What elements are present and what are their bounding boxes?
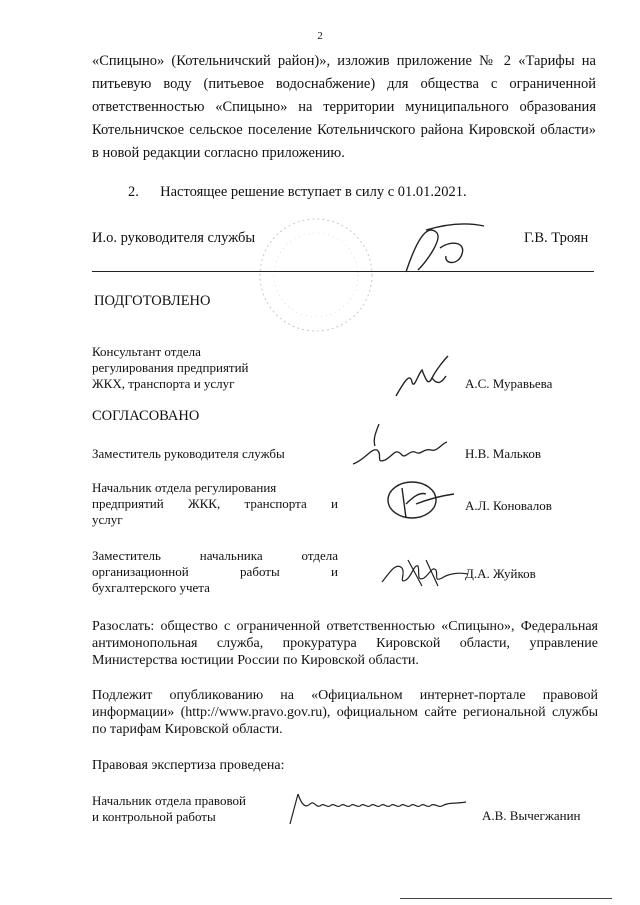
agreed-position-3 (92, 548, 338, 596)
prepared-position-line: ЖКХ, транспорта и услуг (92, 376, 235, 391)
signatory-name: Г.В. Троян (524, 230, 589, 246)
footer-line (400, 898, 612, 899)
legal-review-position (92, 793, 246, 825)
prepared-heading: ПОДГОТОВЛЕНО (94, 293, 211, 309)
agreed-heading: СОГЛАСОВАНО (92, 408, 200, 424)
publication-text: Подлежит опубликованию на «Официальном интернет-портале правовой информации» (http://www.pravo.gov.ru), официальном сайте региональной службы по тарифам Кировской области. (92, 688, 598, 737)
agreed-position-line: Начальник отдела регулирования (92, 480, 277, 495)
signature-vychegzhanin (284, 786, 470, 828)
agreed-name-3: Д.А. Жуйков (465, 566, 536, 581)
signatory-position: И.о. руководителя службы (92, 230, 256, 246)
distribution-text: Разослать: общество с ограниченной ответственностью «Спицыно», Федеральная антимонопольная служба, прокуратура Кировской области, управление Министерства юстиции России по Кировской области. (92, 619, 598, 668)
prepared-name: А.С. Муравьева (465, 376, 553, 391)
item-number: 2. (128, 184, 139, 200)
legal-review-position-line: и контрольной работы (92, 809, 216, 824)
agreed-position-1: Заместитель руководителя службы (92, 446, 285, 461)
legal-review-position-line: Начальник отдела правовой (92, 793, 246, 808)
agreed-name-2: А.Л. Коновалов (465, 498, 552, 513)
stamp-mark (246, 210, 386, 340)
agreed-position-line: Заместитель начальника отдела (92, 548, 338, 563)
decision-item-2 (128, 184, 467, 201)
agreed-position-line: услуг (92, 512, 123, 527)
item-text: Настоящее решение вступает в силу с 01.01.2021. (160, 184, 467, 200)
agreed-position-line: организационной работы и (92, 564, 338, 579)
signature-malkov (345, 420, 455, 476)
legal-review-statement: Правовая экспертиза проведена: (92, 758, 285, 773)
signature-zhuikov (378, 552, 470, 592)
agreed-position-line: предприятий ЖКК, транспорта и (92, 496, 338, 511)
agreed-name-1: Н.В. Мальков (465, 446, 541, 461)
legal-review-name: А.В. Вычегжанин (482, 808, 581, 823)
separator-line (92, 271, 594, 272)
prepared-position-line: регулирования предприятий (92, 360, 249, 375)
agreed-position-2 (92, 480, 338, 528)
agreed-position-line: бухгалтерского учета (92, 580, 210, 595)
signature-konovalov (380, 474, 460, 524)
intro-paragraph: «Спицыно» (Котельничский район)», изложив приложение № 2 «Тарифы на питьевую воду (питьевое водоснабжение) для общества с ограниченной ответственностью «Спицыно» на территории муниципального образования Котельничское сельское поселение Котельничского района Кировской области» в новой редакции согласно приложению. (92, 53, 596, 161)
prepared-position (92, 344, 249, 392)
page-number: 2 (317, 30, 323, 42)
signature-muravieva (392, 352, 462, 402)
prepared-position-line: Консультант отдела (92, 344, 201, 359)
